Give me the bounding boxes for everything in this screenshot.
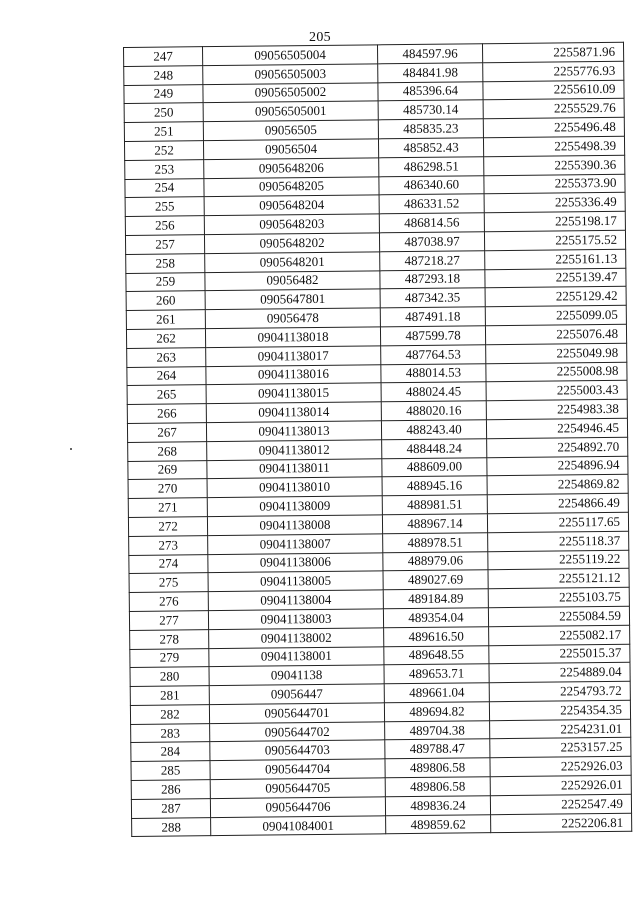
point-id-cell: 09041138010 bbox=[207, 477, 382, 498]
y-coordinate-cell: 2255049.98 bbox=[486, 343, 627, 363]
x-coordinate-cell: 485396.64 bbox=[378, 81, 483, 101]
x-coordinate-cell: 486298.51 bbox=[379, 157, 484, 177]
x-coordinate-cell: 486340.60 bbox=[379, 175, 484, 195]
y-coordinate-cell: 2254231.01 bbox=[490, 719, 631, 739]
point-id-cell: 09056482 bbox=[205, 270, 380, 291]
y-coordinate-cell: 2255129.42 bbox=[485, 287, 626, 307]
x-coordinate-cell: 484597.96 bbox=[377, 44, 482, 64]
row-number-cell: 275 bbox=[129, 573, 208, 593]
row-number-cell: 271 bbox=[128, 498, 207, 518]
point-id-cell: 0905644706 bbox=[210, 797, 385, 818]
row-number-cell: 254 bbox=[125, 178, 204, 198]
x-coordinate-cell: 487491.18 bbox=[380, 307, 485, 327]
page-number: 205 bbox=[309, 30, 331, 45]
point-id-cell: 0905644704 bbox=[210, 759, 385, 780]
row-number-cell: 287 bbox=[131, 799, 210, 819]
x-coordinate-cell: 489704.38 bbox=[385, 720, 490, 740]
point-id-cell: 09056505 bbox=[203, 120, 378, 141]
y-coordinate-cell: 2255008.98 bbox=[486, 362, 627, 382]
point-id-cell: 0905648205 bbox=[204, 176, 379, 197]
point-id-cell: 09041084001 bbox=[211, 815, 386, 836]
row-number-cell: 288 bbox=[132, 817, 211, 837]
point-id-cell: 09056447 bbox=[209, 684, 384, 705]
point-id-cell: 09041138004 bbox=[208, 590, 383, 611]
point-id-cell: 09056505001 bbox=[203, 101, 378, 122]
x-coordinate-cell: 488243.40 bbox=[381, 420, 486, 440]
y-coordinate-cell: 2255610.09 bbox=[483, 80, 624, 100]
x-coordinate-cell: 489027.69 bbox=[383, 570, 488, 590]
y-coordinate-cell: 2254896.94 bbox=[487, 456, 628, 476]
x-coordinate-cell: 489616.50 bbox=[384, 626, 489, 646]
x-coordinate-cell: 485835.23 bbox=[378, 119, 483, 139]
coordinate-table-container bbox=[123, 42, 628, 838]
row-number-cell: 250 bbox=[124, 103, 203, 123]
row-number-cell: 265 bbox=[127, 385, 206, 405]
point-id-cell: 09056478 bbox=[205, 308, 380, 329]
y-coordinate-cell: 2255082.17 bbox=[489, 625, 630, 645]
row-number-cell: 267 bbox=[127, 423, 206, 443]
y-coordinate-cell: 2255373.90 bbox=[484, 174, 625, 194]
x-coordinate-cell: 488945.16 bbox=[382, 476, 487, 496]
row-number-cell: 261 bbox=[126, 310, 205, 330]
x-coordinate-cell: 488981.51 bbox=[382, 495, 487, 515]
point-id-cell: 09041138012 bbox=[207, 440, 382, 461]
row-number-cell: 257 bbox=[125, 235, 204, 255]
point-id-cell: 09041138 bbox=[209, 665, 384, 686]
y-coordinate-cell: 2255084.59 bbox=[488, 606, 629, 626]
point-id-cell: 09056505004 bbox=[203, 45, 378, 66]
x-coordinate-cell: 488014.53 bbox=[381, 363, 486, 383]
y-coordinate-cell: 2253157.25 bbox=[490, 738, 631, 758]
y-coordinate-cell: 2255496.48 bbox=[483, 117, 624, 137]
y-coordinate-cell: 2254869.82 bbox=[487, 475, 628, 495]
x-coordinate-cell: 489354.04 bbox=[383, 608, 488, 628]
y-coordinate-cell: 2255015.37 bbox=[489, 644, 630, 664]
row-number-cell: 282 bbox=[130, 705, 209, 725]
point-id-cell: 09041138014 bbox=[206, 402, 381, 423]
table-row bbox=[132, 813, 632, 837]
point-id-cell: 09041138006 bbox=[208, 552, 383, 573]
row-number-cell: 273 bbox=[129, 535, 208, 555]
x-coordinate-cell: 489788.47 bbox=[385, 739, 490, 759]
row-number-cell: 284 bbox=[131, 742, 210, 762]
row-number-cell: 270 bbox=[128, 479, 207, 499]
y-coordinate-cell: 2255139.47 bbox=[485, 268, 626, 288]
scan-speck bbox=[70, 448, 72, 450]
row-number-cell: 252 bbox=[124, 141, 203, 161]
row-number-cell: 278 bbox=[130, 629, 209, 649]
row-number-cell: 280 bbox=[130, 667, 209, 687]
x-coordinate-cell: 489653.71 bbox=[384, 664, 489, 684]
point-id-cell: 09041138017 bbox=[206, 346, 381, 367]
x-coordinate-cell: 488978.51 bbox=[383, 532, 488, 552]
point-id-cell: 0905644701 bbox=[209, 703, 384, 724]
x-coordinate-cell: 489694.82 bbox=[384, 702, 489, 722]
y-coordinate-cell: 2252206.81 bbox=[491, 813, 632, 833]
row-number-cell: 268 bbox=[128, 441, 207, 461]
x-coordinate-cell: 489806.58 bbox=[385, 777, 490, 797]
row-number-cell: 256 bbox=[125, 216, 204, 236]
y-coordinate-cell: 2255121.12 bbox=[488, 569, 629, 589]
y-coordinate-cell: 2254946.45 bbox=[486, 418, 627, 438]
y-coordinate-cell: 2255099.05 bbox=[485, 305, 626, 325]
point-id-cell: 09041138018 bbox=[205, 327, 380, 348]
y-coordinate-cell: 2254793.72 bbox=[489, 681, 630, 701]
point-id-cell: 09041138008 bbox=[207, 515, 382, 536]
x-coordinate-cell: 488979.06 bbox=[383, 551, 488, 571]
x-coordinate-cell: 487293.18 bbox=[380, 269, 485, 289]
x-coordinate-cell: 486331.52 bbox=[379, 194, 484, 214]
point-id-cell: 09056504 bbox=[203, 139, 378, 160]
x-coordinate-cell: 489806.58 bbox=[385, 758, 490, 778]
y-coordinate-cell: 2255117.65 bbox=[487, 512, 628, 532]
row-number-cell: 272 bbox=[128, 517, 207, 537]
row-number-cell: 247 bbox=[124, 47, 203, 67]
row-number-cell: 258 bbox=[126, 253, 205, 273]
coordinate-table-body bbox=[124, 42, 632, 837]
row-number-cell: 253 bbox=[125, 159, 204, 179]
x-coordinate-cell: 487342.35 bbox=[380, 288, 485, 308]
point-id-cell: 09041138007 bbox=[208, 534, 383, 555]
point-id-cell: 0905648206 bbox=[204, 158, 379, 179]
point-id-cell: 09041138011 bbox=[207, 458, 382, 479]
row-number-cell: 264 bbox=[127, 366, 206, 386]
point-id-cell: 09041138016 bbox=[206, 364, 381, 385]
row-number-cell: 286 bbox=[131, 780, 210, 800]
y-coordinate-cell: 2254866.49 bbox=[487, 493, 628, 513]
point-id-cell: 0905647801 bbox=[205, 289, 380, 310]
x-coordinate-cell: 484841.98 bbox=[378, 63, 483, 83]
y-coordinate-cell: 2252926.01 bbox=[490, 775, 631, 795]
x-coordinate-cell: 485852.43 bbox=[378, 138, 483, 158]
y-coordinate-cell: 2255498.39 bbox=[483, 136, 624, 156]
row-number-cell: 260 bbox=[126, 291, 205, 311]
row-number-cell: 262 bbox=[126, 329, 205, 349]
point-id-cell: 09041138009 bbox=[207, 496, 382, 517]
point-id-cell: 0905648203 bbox=[204, 214, 379, 235]
x-coordinate-cell: 489184.89 bbox=[383, 589, 488, 609]
row-number-cell: 266 bbox=[127, 404, 206, 424]
y-coordinate-cell: 2255118.37 bbox=[488, 531, 629, 551]
y-coordinate-cell: 2255336.49 bbox=[484, 193, 625, 213]
point-id-cell: 09041138013 bbox=[206, 421, 381, 442]
point-id-cell: 0905648201 bbox=[205, 252, 380, 273]
y-coordinate-cell: 2255003.43 bbox=[486, 381, 627, 401]
y-coordinate-cell: 2255119.22 bbox=[488, 550, 629, 570]
point-id-cell: 0905648202 bbox=[204, 233, 379, 254]
point-id-cell: 09041138015 bbox=[206, 383, 381, 404]
y-coordinate-cell: 2255529.76 bbox=[483, 99, 624, 119]
x-coordinate-cell: 485730.14 bbox=[378, 100, 483, 120]
y-coordinate-cell: 2254354.35 bbox=[489, 700, 630, 720]
x-coordinate-cell: 488020.16 bbox=[381, 401, 486, 421]
y-coordinate-cell: 2255076.48 bbox=[485, 324, 626, 344]
x-coordinate-cell: 486814.56 bbox=[379, 213, 484, 233]
row-number-cell: 269 bbox=[128, 460, 207, 480]
row-number-cell: 281 bbox=[130, 686, 209, 706]
row-number-cell: 249 bbox=[124, 84, 203, 104]
point-id-cell: 09056505002 bbox=[203, 82, 378, 103]
y-coordinate-cell: 2255776.93 bbox=[483, 61, 624, 81]
y-coordinate-cell: 2254892.70 bbox=[487, 437, 628, 457]
row-number-cell: 251 bbox=[124, 122, 203, 142]
y-coordinate-cell: 2255161.13 bbox=[485, 249, 626, 269]
y-coordinate-cell: 2254889.04 bbox=[489, 663, 630, 683]
x-coordinate-cell: 487038.97 bbox=[379, 232, 484, 252]
y-coordinate-cell: 2252926.03 bbox=[490, 757, 631, 777]
y-coordinate-cell: 2255175.52 bbox=[484, 230, 625, 250]
point-id-cell: 0905648204 bbox=[204, 195, 379, 216]
point-id-cell: 09041138003 bbox=[208, 609, 383, 630]
point-id-cell: 0905644702 bbox=[210, 721, 385, 742]
row-number-cell: 248 bbox=[124, 65, 203, 85]
point-id-cell: 09041138002 bbox=[209, 628, 384, 649]
point-id-cell: 09041138001 bbox=[209, 646, 384, 667]
row-number-cell: 283 bbox=[131, 723, 210, 743]
x-coordinate-cell: 487764.53 bbox=[381, 344, 486, 364]
row-number-cell: 277 bbox=[129, 611, 208, 631]
row-number-cell: 279 bbox=[130, 648, 209, 668]
y-coordinate-cell: 2255198.17 bbox=[484, 211, 625, 231]
row-number-cell: 263 bbox=[127, 347, 206, 367]
point-id-cell: 09041138005 bbox=[208, 571, 383, 592]
y-coordinate-cell: 2254983.38 bbox=[486, 399, 627, 419]
x-coordinate-cell: 488609.00 bbox=[382, 457, 487, 477]
row-number-cell: 274 bbox=[129, 554, 208, 574]
row-number-cell: 259 bbox=[126, 272, 205, 292]
y-coordinate-cell: 2255871.96 bbox=[482, 42, 623, 62]
y-coordinate-cell: 2255103.75 bbox=[488, 587, 629, 607]
coordinate-table bbox=[123, 42, 632, 838]
x-coordinate-cell: 487599.78 bbox=[380, 326, 485, 346]
row-number-cell: 276 bbox=[129, 592, 208, 612]
point-id-cell: 0905644705 bbox=[210, 778, 385, 799]
x-coordinate-cell: 489859.62 bbox=[386, 814, 491, 834]
x-coordinate-cell: 488967.14 bbox=[382, 514, 487, 534]
y-coordinate-cell: 2252547.49 bbox=[490, 794, 631, 814]
point-id-cell: 0905644703 bbox=[210, 740, 385, 761]
x-coordinate-cell: 488448.24 bbox=[382, 438, 487, 458]
y-coordinate-cell: 2255390.36 bbox=[484, 155, 625, 175]
row-number-cell: 285 bbox=[131, 761, 210, 781]
point-id-cell: 09056505003 bbox=[203, 64, 378, 85]
x-coordinate-cell: 489648.55 bbox=[384, 645, 489, 665]
x-coordinate-cell: 489661.04 bbox=[384, 683, 489, 703]
x-coordinate-cell: 488024.45 bbox=[381, 382, 486, 402]
x-coordinate-cell: 489836.24 bbox=[385, 796, 490, 816]
row-number-cell: 255 bbox=[125, 197, 204, 217]
x-coordinate-cell: 487218.27 bbox=[380, 250, 485, 270]
